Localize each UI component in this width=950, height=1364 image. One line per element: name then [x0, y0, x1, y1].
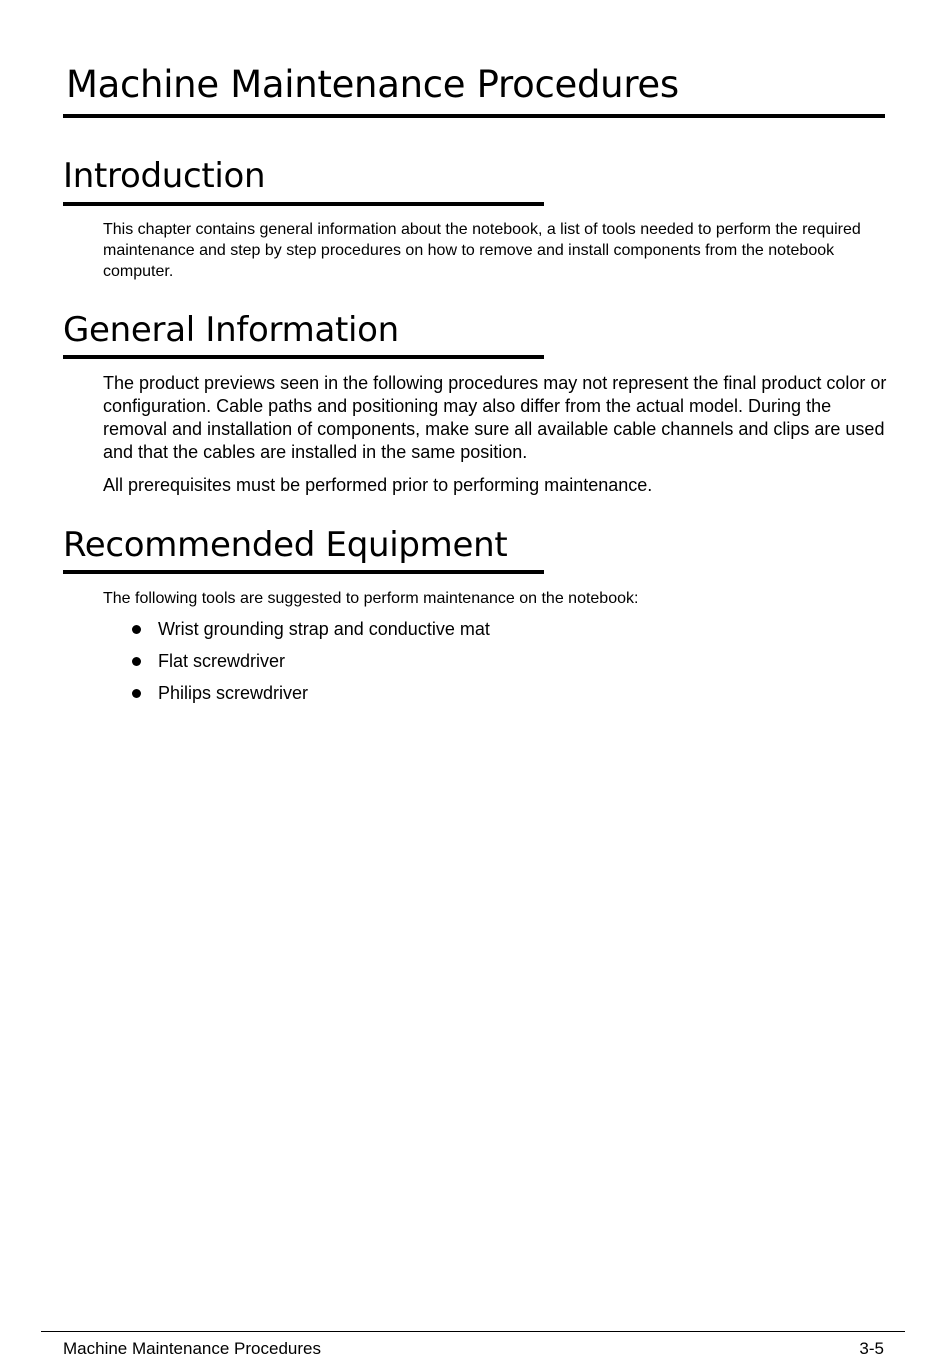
list-item-text: Philips screwdriver: [158, 683, 309, 703]
section-rule-general-information: [63, 355, 544, 359]
footer-page-number: 3-5: [859, 1339, 884, 1358]
title-rule: [63, 114, 885, 118]
section-heading-general-information: General Information: [63, 310, 399, 350]
page-title: Machine Maintenance Procedures: [66, 63, 679, 106]
section-heading-recommended-equipment: Recommended Equipment: [63, 525, 508, 565]
equipment-intro-paragraph: The following tools are suggested to perform maintenance on the notebook:: [103, 590, 639, 607]
general-information-paragraph: The product previews seen in the following procedures may not represent the final product color or configuration. Cable paths and positioning may also differ from the actual model. During the removal and installation of components, make sure all available cable channels and clips are used and that the cables are installed in the same position.: [103, 373, 887, 462]
footer-chapter-title: Machine Maintenance Procedures: [63, 1339, 321, 1358]
bullet-icon: [132, 689, 141, 698]
footer-rule: [41, 1331, 905, 1332]
prerequisites-paragraph: All prerequisites must be performed prior to performing maintenance.: [103, 475, 653, 495]
section-rule-recommended-equipment: [63, 570, 544, 574]
bullet-icon: [132, 625, 141, 634]
introduction-paragraph: This chapter contains general information about the notebook, a list of tools needed to perform the required maintenance and step by step procedures on how to remove and install components from the notebook computer.: [103, 221, 861, 280]
bullet-icon: [132, 657, 141, 666]
section-heading-introduction: Introduction: [63, 156, 266, 196]
list-item-text: Flat screwdriver: [158, 651, 286, 671]
section-rule-introduction: [63, 202, 544, 206]
list-item-text: Wrist grounding strap and conductive mat: [158, 619, 490, 639]
